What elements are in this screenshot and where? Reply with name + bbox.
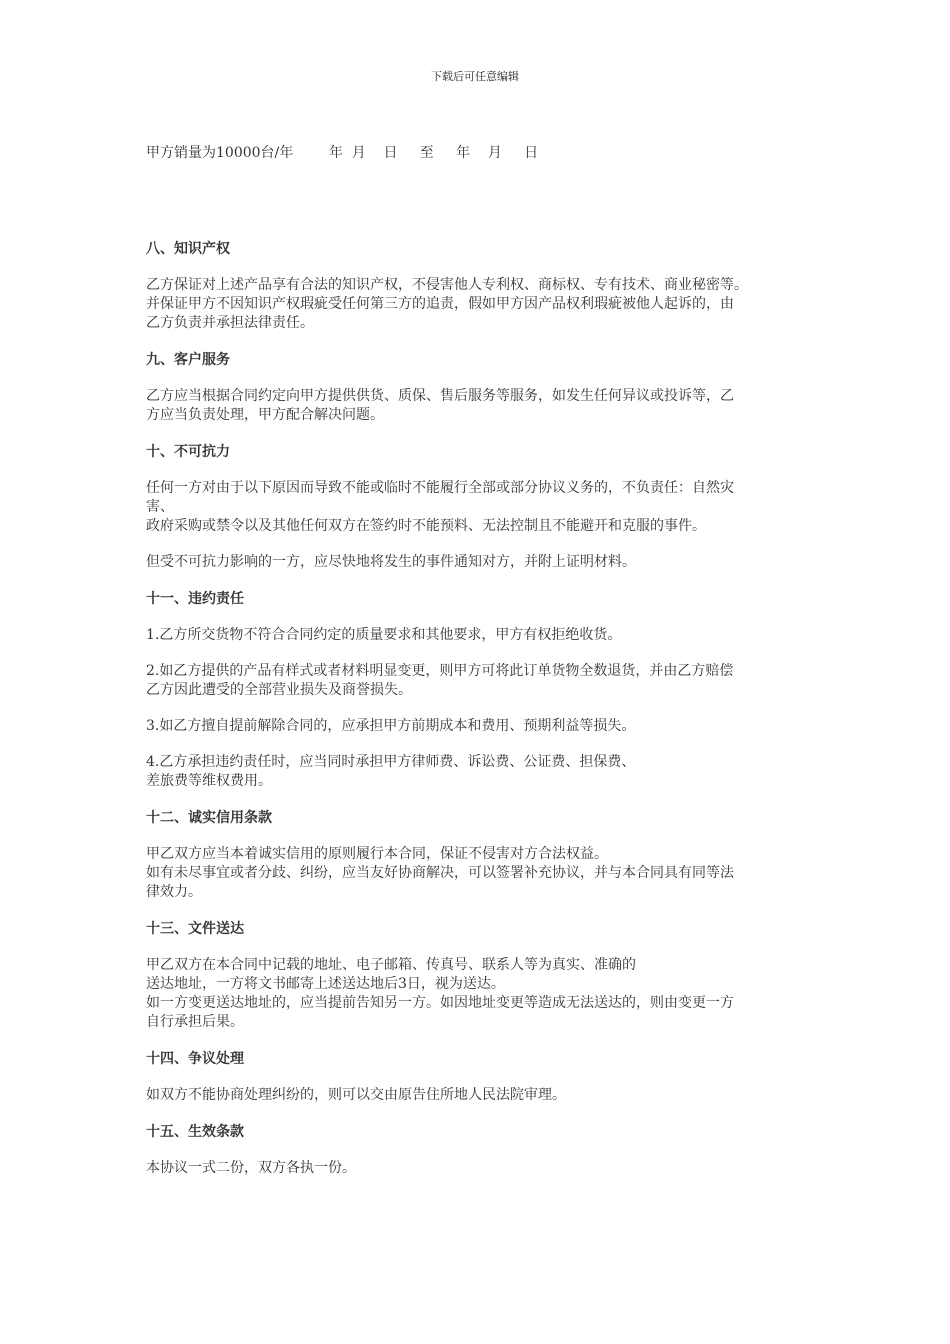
paragraph-line: 害、 xyxy=(146,499,174,515)
contract-section xyxy=(146,442,858,572)
section-paragraph xyxy=(146,387,858,425)
section-title: 九、客户服务 xyxy=(146,352,230,368)
contract-section xyxy=(146,919,858,1032)
section-paragraph xyxy=(146,479,858,536)
section-paragraph xyxy=(146,753,858,791)
section-paragraph xyxy=(146,553,858,572)
contract-section xyxy=(146,239,858,333)
section-title: 八、知识产权 xyxy=(146,241,230,257)
paragraph-line: 3.如乙方擅自提前解除合同的，应承担甲方前期成本和费用、预期利益等损失。 xyxy=(146,718,636,734)
section-title: 十四、争议处理 xyxy=(146,1051,244,1067)
paragraph-line: 乙方负责并承担法律责任。 xyxy=(146,315,314,331)
contract-section xyxy=(146,1122,858,1178)
paragraph-line: 但受不可抗力影响的一方，应尽快地将发生的事件通知对方，并附上证明材料。 xyxy=(146,554,636,570)
paragraph-line: 如双方不能协商处理纠纷的，则可以交由原告住所地人民法院审理。 xyxy=(146,1087,566,1103)
paragraph-line: 政府采购或禁令以及其他任何双方在签约时不能预料、无法控制且不能避开和克服的事件。 xyxy=(146,518,706,534)
document-body xyxy=(146,143,858,1195)
paragraph-line: 送达地址，一方将文书邮寄上述送达地后3日，视为送达。 xyxy=(146,976,505,992)
paragraph-line: 乙方应当根据合同约定向甲方提供供货、质保、售后服务等服务，如发生任何异议或投诉等，乙 xyxy=(146,388,734,404)
section-paragraph xyxy=(146,1159,858,1178)
paragraph-line: 并保证甲方不因知识产权瑕疵受任何第三方的追责，假如甲方因产品权利瑕疵被他人起诉的，由 xyxy=(146,296,734,312)
paragraph-line: 乙方保证对上述产品享有合法的知识产权，不侵害他人专利权、商标权、专有技术、商业秘密等。 xyxy=(146,277,748,293)
contract-section xyxy=(146,1049,858,1105)
contract-section xyxy=(146,808,858,902)
paragraph-line: 差旅费等维权费用。 xyxy=(146,773,272,789)
section-paragraph xyxy=(146,717,858,736)
section-paragraph xyxy=(146,276,858,333)
contract-section xyxy=(146,350,858,425)
paragraph-line: 乙方因此遭受的全部营业损失及商誉损失。 xyxy=(146,682,412,698)
section-title: 十五、生效条款 xyxy=(146,1124,244,1140)
sales-volume-line: 甲方销量为10000台/年 年 月 日 至 年 月 日 xyxy=(146,145,539,161)
section-title: 十一、违约责任 xyxy=(146,591,244,607)
paragraph-line: 甲乙双方在本合同中记载的地址、电子邮箱、传真号、联系人等为真实、准确的 xyxy=(146,957,636,973)
section-paragraph xyxy=(146,626,858,645)
page-header: 下载后可任意编辑 xyxy=(431,70,519,83)
section-paragraph xyxy=(146,662,858,700)
paragraph-line: 4.乙方承担违约责任时，应当同时承担甲方律师费、诉讼费、公证费、担保费、 xyxy=(146,754,636,770)
paragraph-line: 方应当负责处理，甲方配合解决问题。 xyxy=(146,407,384,423)
section-paragraph xyxy=(146,1086,858,1105)
section-paragraph xyxy=(146,845,858,902)
paragraph-line: 甲乙双方应当本着诚实信用的原则履行本合同，保证不侵害对方合法权益。 xyxy=(146,846,608,862)
section-title: 十、不可抗力 xyxy=(146,444,230,460)
section-paragraph xyxy=(146,956,858,1032)
section-title: 十三、文件送达 xyxy=(146,921,244,937)
paragraph-line: 如有未尽事宜或者分歧、纠纷，应当友好协商解决，可以签署补充协议，并与本合同具有同等法 xyxy=(146,865,734,881)
paragraph-line: 任何一方对由于以下原因而导致不能或临时不能履行全部或部分协议义务的，不负责任：自然灾 xyxy=(146,480,734,496)
paragraph-line: 律效力。 xyxy=(146,884,202,900)
section-title: 十二、诚实信用条款 xyxy=(146,810,272,826)
paragraph-line: 本协议一式二份，双方各执一份。 xyxy=(146,1160,356,1176)
paragraph-line: 自行承担后果。 xyxy=(146,1014,244,1030)
paragraph-line: 如一方变更送达地址的，应当提前告知另一方。如因地址变更等造成无法送达的，则由变更一方 xyxy=(146,995,734,1011)
contract-section xyxy=(146,589,858,791)
paragraph-line: 1.乙方所交货物不符合合同约定的质量要求和其他要求，甲方有权拒绝收货。 xyxy=(146,627,622,643)
paragraph-line: 2.如乙方提供的产品有样式或者材料明显变更，则甲方可将此订单货物全数退货，并由乙方赔偿 xyxy=(146,663,734,679)
